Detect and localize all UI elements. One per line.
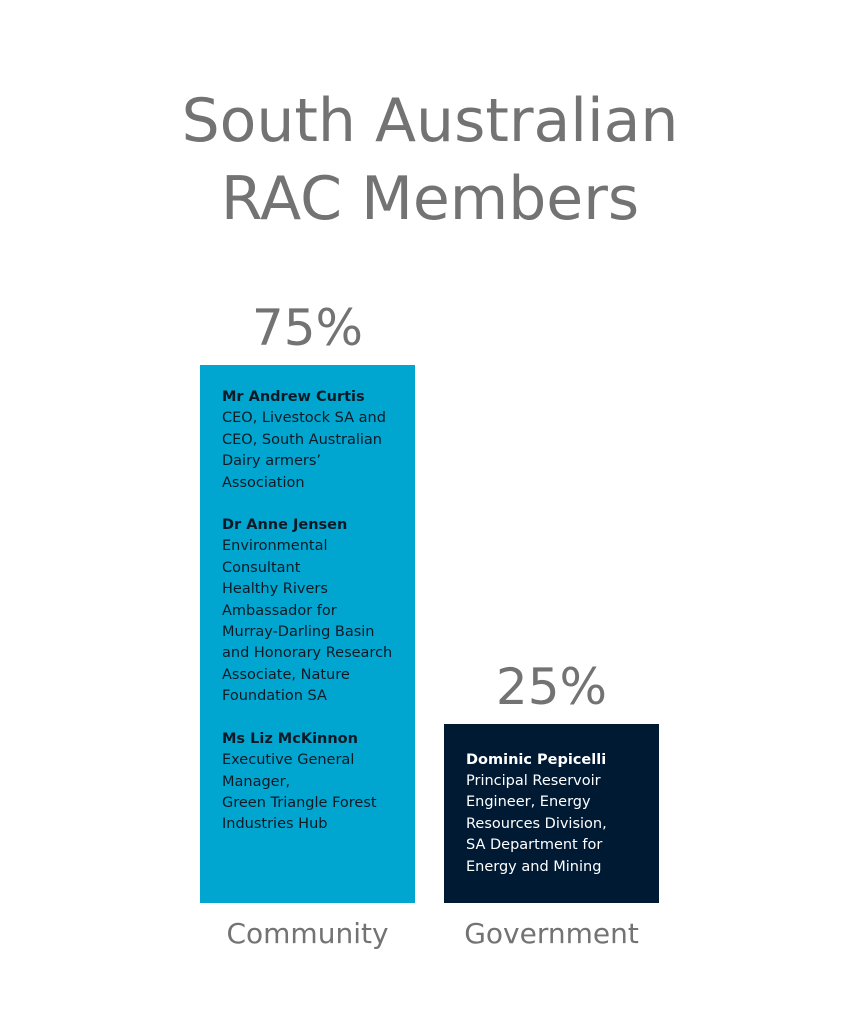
member-role-line: Manager, [222,773,291,790]
member-entry [222,515,395,708]
member-role-line: Resources Division, [466,815,607,832]
member-role-line: Principal Reservoir [466,773,601,790]
member-role-line: Environmental [222,538,328,555]
member-role-line: Associate, Nature [222,666,350,683]
member-entry [466,750,639,878]
member-entry [222,387,395,494]
member-role-line: Industries Hub [222,816,328,833]
category-label-government: Government [464,917,639,950]
member-role-line: Ambassador for [222,602,337,619]
member-name: Dominic Pepicelli [466,751,607,768]
member-role-line: Murray-Darling Basin [222,624,375,641]
member-role-line: Association [222,474,305,491]
chart-title-line-2: RAC Members [220,164,640,234]
member-role-line: Green Triangle Forest [222,794,377,811]
member-role-line: Consultant [222,559,301,576]
value-label-community: 75% [251,299,364,357]
member-role-line: Engineer, Energy [466,794,591,811]
chart-title-line-1: South Australian [181,86,679,156]
member-name: Ms Liz McKinnon [222,730,358,747]
member-role-line: Foundation SA [222,688,327,705]
member-role-line: Energy and Mining [466,858,602,875]
bar-government [444,724,659,903]
member-role-line: Dairy armers’ [222,453,321,470]
member-entry [222,729,395,836]
member-role-line: and Honorary Research [222,645,393,662]
member-role-line: SA Department for [466,837,603,854]
bar-community [200,365,415,903]
member-name: Dr Anne Jensen [222,517,348,534]
member-role-line: Healthy Rivers [222,581,328,598]
member-role-line: CEO, South Australian [222,431,382,448]
member-name: Mr Andrew Curtis [222,389,365,405]
category-label-community: Community [226,917,389,950]
value-label-government: 25% [495,657,608,716]
member-role-line: Executive General [222,752,355,769]
member-role-line: CEO, Livestock SA and [222,410,386,427]
